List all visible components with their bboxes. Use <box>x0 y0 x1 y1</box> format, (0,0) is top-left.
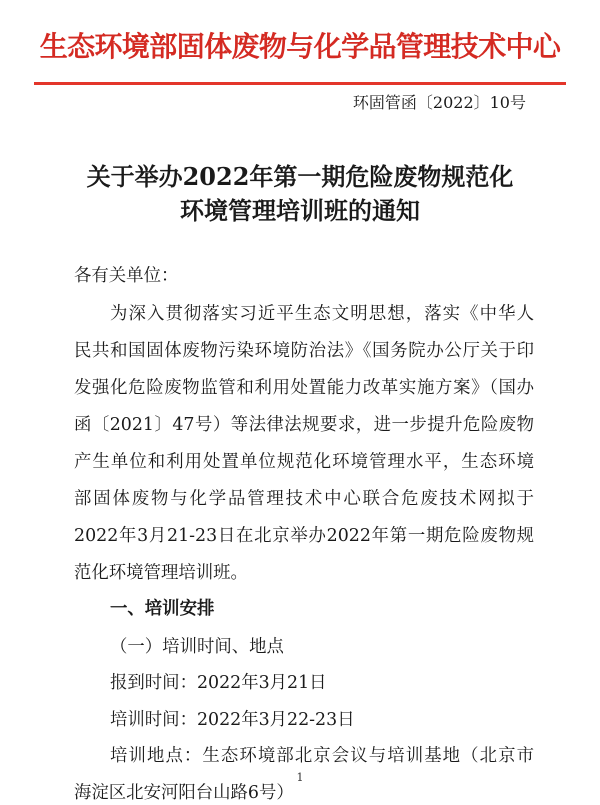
paragraph-line: 部固体废物与化学品管理技术中心联合危废技术网拟于 <box>74 489 534 509</box>
org-letterhead-title: 生态环境部固体废物与化学品管理技术中心 <box>39 30 561 63</box>
training-location-line: 培训地点：生态环境部北京会议与培训基地（北京市 <box>110 746 534 766</box>
letterhead-red-rule <box>34 82 566 85</box>
salutation: 各有关单位： <box>74 266 179 286</box>
notice-title-line-1: 关于举办2022年第一期危险废物规范化 <box>86 162 514 191</box>
page-number: 1 <box>296 771 304 784</box>
registration-time: 报到时间：2022年3月21日 <box>110 673 327 693</box>
section-heading: 一、培训安排 <box>110 599 215 619</box>
paragraph-line: 范化环境管理培训班。 <box>74 563 248 583</box>
training-location-line: 海淀区北安河阳台山路6号） <box>74 783 294 803</box>
document-number: 环固管函〔2022〕10号 <box>352 93 526 112</box>
paragraph-line: 函〔2021〕47号）等法律法规要求，进一步提升危险废物 <box>74 415 534 435</box>
subsection-heading: （一）培训时间、地点 <box>110 637 284 657</box>
paragraph-line: 产生单位和利用处置单位规范化环境管理水平，生态环境 <box>74 452 534 472</box>
notice-title-line-2: 环境管理培训班的通知 <box>180 196 420 225</box>
training-time: 培训时间：2022年3月22-23日 <box>110 710 355 730</box>
paragraph-line: 民共和国固体废物污染环境防治法》《国务院办公厅关于印 <box>74 341 534 361</box>
paragraph-line: 2022年3月21-23日在北京举办2022年第一期危险废物规 <box>74 526 534 546</box>
paragraph-line: 为深入贯彻落实习近平生态文明思想，落实《中华人 <box>110 304 534 324</box>
paragraph-line: 发强化危险废物监管和利用处置能力改革实施方案》（国办 <box>74 378 534 398</box>
